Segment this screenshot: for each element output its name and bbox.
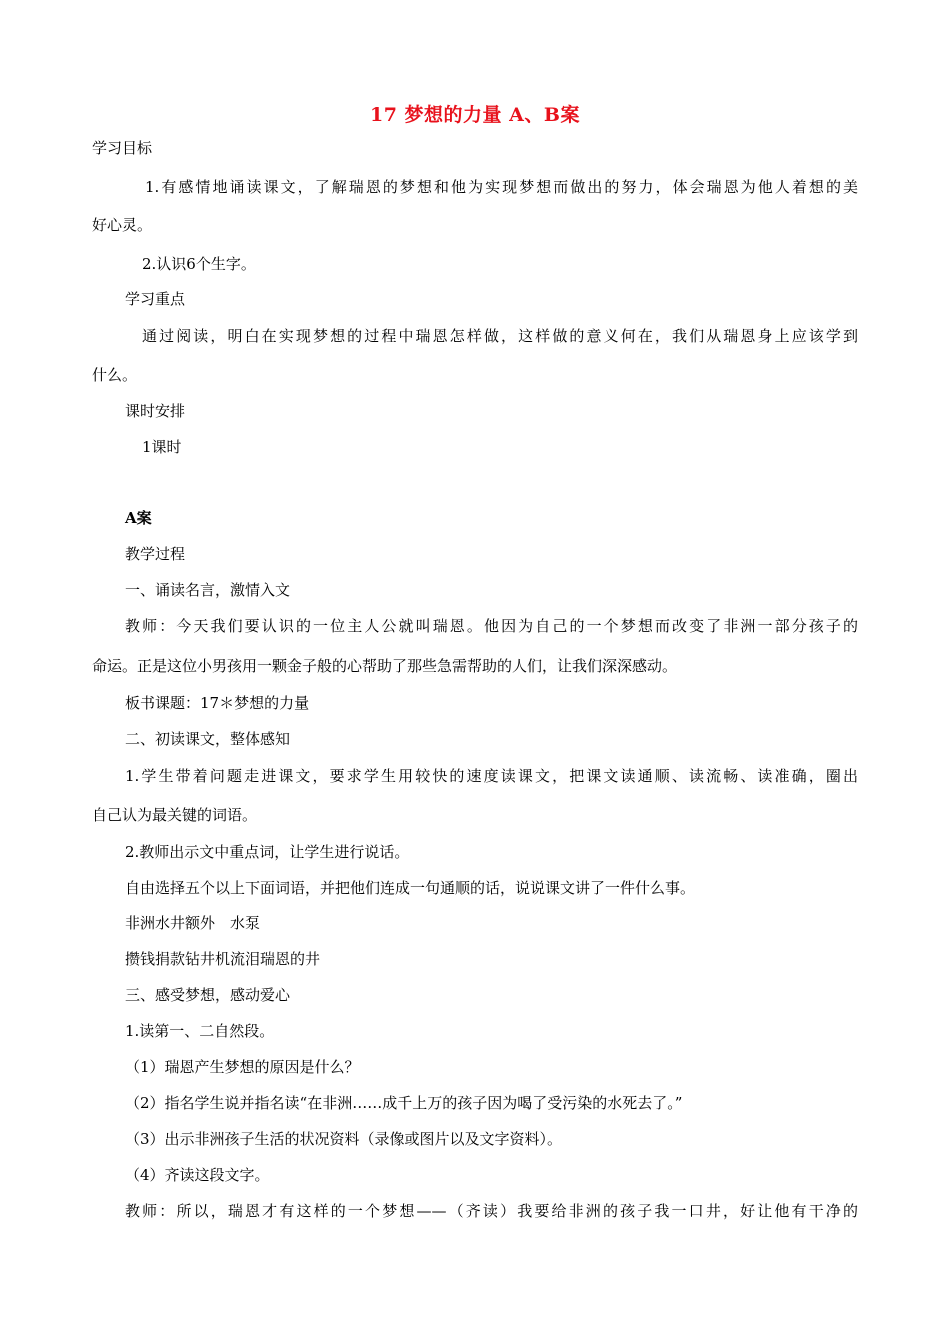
- paragraph-line: 自己认为最关键的词语。: [92, 806, 258, 824]
- paragraph-line: 1课时: [142, 438, 182, 456]
- paragraph-line: 什么。: [92, 366, 138, 384]
- paragraph-line: 命运。正是这位小男孩用一颗金子般的心帮助了那些急需帮助的人们，让我们深深感动。: [92, 657, 678, 675]
- heading-key-point: 学习重点: [125, 290, 186, 308]
- paragraph-line: 自由选择五个以上下面词语，并把他们连成一句通顺的话，说说课文讲了一件什么事。: [125, 879, 696, 897]
- paragraph-line: 2.教师出示文中重点词，让学生进行说话。: [125, 843, 410, 861]
- paragraph-line: 通过阅读，明白在实现梦想的过程中瑞恩怎样做，这样做的意义何在，我们从瑞恩身上应该学到: [142, 327, 858, 345]
- paragraph-line: 教师：今天我们要认识的一位主人公就叫瑞恩。他因为自己的一个梦想而改变了非洲一部分孩子的: [125, 617, 858, 635]
- step-heading: 一、诵读名言，激情入文: [125, 581, 291, 599]
- word-list-line: 非洲水井额外 水泵: [125, 914, 261, 932]
- section-heading-plan-a: A案: [125, 509, 152, 527]
- paragraph-line: （4）齐读这段文字。: [125, 1166, 270, 1184]
- paragraph-line: （3）出示非洲孩子生活的状况资料（录像或图片以及文字资料）。: [125, 1130, 563, 1148]
- step-heading: 三、感受梦想，感动爱心: [125, 986, 291, 1004]
- heading-schedule: 课时安排: [125, 402, 186, 420]
- paragraph-line: 1.读第一、二自然段。: [125, 1022, 275, 1040]
- paragraph-line: 教师：所以，瑞恩才有这样的一个梦想——（齐读）我要给非洲的孩子我一口井，好让他有干净的: [125, 1202, 858, 1220]
- paragraph-line: 板书课题：17＊梦想的力量: [125, 694, 310, 712]
- heading-teaching-process: 教学过程: [125, 545, 186, 563]
- paragraph-line: （1）瑞恩产生梦想的原因是什么？: [125, 1058, 360, 1076]
- document-title: 17 梦想的力量 A、B案: [370, 104, 580, 126]
- paragraph-line: 1.学生带着问题走进课文，要求学生用较快的速度读课文，把课文读通顺、读流畅、读准确，圈出: [125, 767, 858, 785]
- word-list-line: 攒钱捐款钻井机流泪瑞恩的井: [125, 950, 321, 968]
- paragraph-line: 好心灵。: [92, 216, 153, 234]
- heading-learning-goals: 学习目标: [92, 139, 153, 157]
- paragraph-line: 1.有感情地诵读课文，了解瑞恩的梦想和他为实现梦想而做出的努力，体会瑞恩为他人着想的美: [145, 178, 858, 196]
- paragraph-line: （2）指名学生说并指名读“在非洲……成千上万的孩子因为喝了受污染的水死去了。”: [125, 1094, 683, 1112]
- paragraph-line: 2.认识6个生字。: [142, 255, 256, 273]
- step-heading: 二、初读课文，整体感知: [125, 730, 291, 748]
